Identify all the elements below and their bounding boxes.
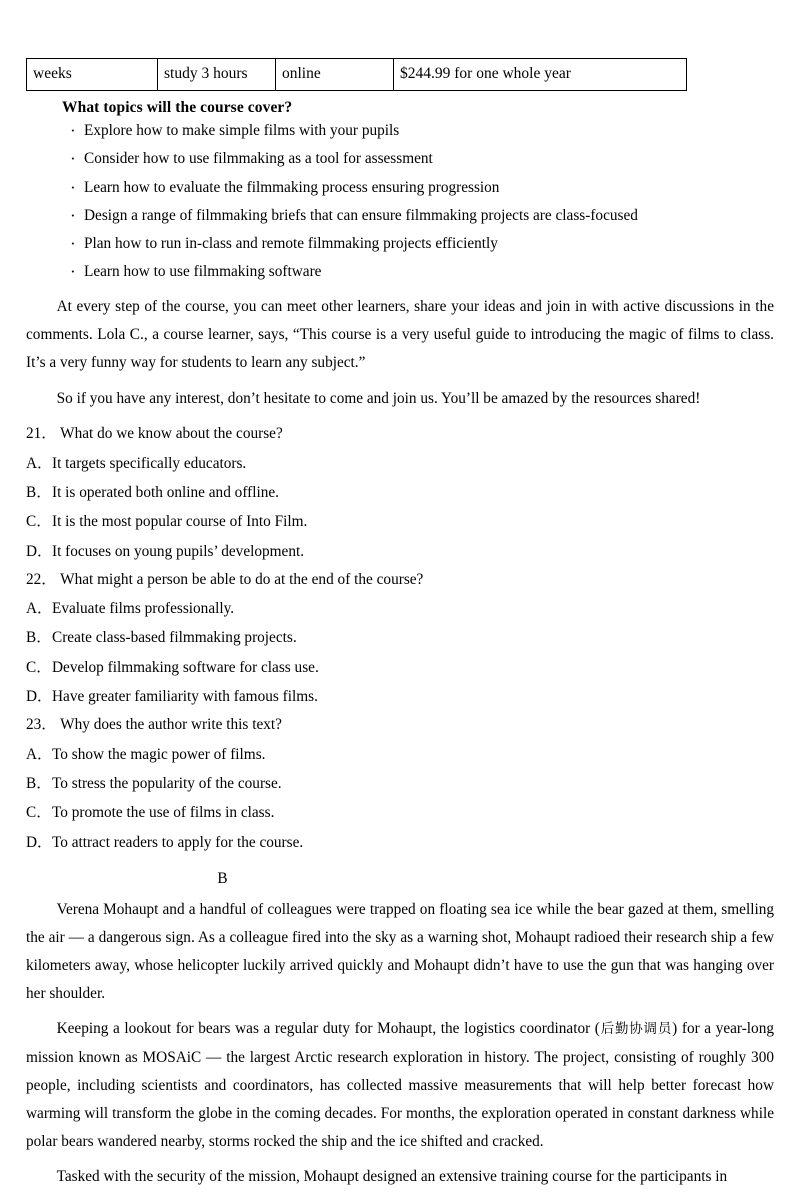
option-text: Have greater familiarity with famous films. bbox=[52, 688, 318, 706]
list-item: · Learn how to evaluate the filmmaking process ensuring progression bbox=[26, 180, 774, 195]
option-text: It focuses on young pupils’ development. bbox=[52, 542, 305, 560]
question-22 bbox=[26, 572, 774, 587]
option-label: B． bbox=[26, 483, 52, 501]
question-23-option-d[interactable] bbox=[26, 835, 774, 850]
paragraph-join: So if you have any interest, don’t hesitate to come and join us. You’ll be amazed by the resources shared! bbox=[56, 390, 701, 408]
question-23-number: 23． bbox=[26, 716, 57, 734]
option-text: Develop filmmaking software for class use. bbox=[52, 658, 319, 676]
option-label: B． bbox=[26, 629, 52, 647]
option-text: To promote the use of films in class. bbox=[52, 804, 275, 822]
list-item: · Learn how to use filmmaking software bbox=[26, 264, 774, 279]
question-21-option-c[interactable] bbox=[26, 514, 774, 529]
question-23-option-b[interactable] bbox=[26, 776, 774, 791]
table-cell-duration: weeks bbox=[27, 59, 158, 91]
option-text: It targets specifically educators. bbox=[52, 454, 247, 472]
question-21 bbox=[26, 426, 774, 441]
table-row bbox=[27, 59, 687, 91]
question-23-option-c[interactable] bbox=[26, 805, 774, 820]
question-21-option-d[interactable] bbox=[26, 544, 774, 559]
option-text: It is the most popular course of Into Film. bbox=[52, 513, 308, 531]
option-label: D． bbox=[26, 688, 53, 706]
question-21-number: 21． bbox=[26, 425, 57, 443]
option-label: B． bbox=[26, 774, 52, 792]
passage-paragraph-1: Verena Mohaupt and a handful of colleagues were trapped on floating sea ice while the bear gazed at them, smelling the air — a dangerous sign. As a colleague fired into the sky as a warning shot, Mohaupt radioed their research ship a few kilometers away, whose helicopter luckily arrived quickly and Mohaupt didn’t have to use the gun that was hanging over her shoulder. bbox=[26, 900, 774, 1003]
passage-paragraph-3: Tasked with the security of the mission, Mohaupt designed an extensive training course for the participants in bbox=[56, 1168, 728, 1186]
question-23 bbox=[26, 717, 774, 732]
option-text: Evaluate films professionally. bbox=[52, 600, 235, 618]
question-22-option-b[interactable] bbox=[26, 630, 774, 645]
question-21-option-a[interactable] bbox=[26, 456, 774, 471]
section-heading: What topics will the course cover? bbox=[62, 99, 293, 116]
page-content bbox=[26, 58, 774, 1191]
passage-paragraph-2 bbox=[26, 1015, 774, 1156]
option-label: C． bbox=[26, 513, 52, 531]
option-text: To stress the popularity of the course. bbox=[52, 774, 282, 792]
paragraph-learners: At every step of the course, you can meet other learners, share your ideas and join in with active discussions in the comments. Lola C., a course learner, says, “This course is a very useful guide to introducing the magic of films to class. It’s a very funny way for students to learn any subject.” bbox=[26, 297, 774, 372]
option-text: It is operated both online and offline. bbox=[52, 483, 279, 501]
option-label: A． bbox=[26, 600, 53, 618]
section-letter-b: B bbox=[217, 869, 228, 887]
option-text: To show the magic power of films. bbox=[52, 745, 266, 763]
table-cell-mode: online bbox=[276, 59, 394, 91]
option-label: C． bbox=[26, 804, 52, 822]
list-item: · Consider how to use filmmaking as a tool for assessment bbox=[26, 151, 774, 166]
list-item: · Design a range of filmmaking briefs that can ensure filmmaking projects are class-focused bbox=[26, 208, 774, 223]
option-label: A． bbox=[26, 454, 53, 472]
question-22-text: What might a person be able to do at the end of the course? bbox=[60, 570, 424, 588]
table-cell-study: study 3 hours bbox=[158, 59, 276, 91]
topics-list bbox=[26, 123, 774, 280]
list-item: · Explore how to make simple films with your pupils bbox=[26, 123, 774, 138]
question-21-option-b[interactable] bbox=[26, 485, 774, 500]
question-22-option-a[interactable] bbox=[26, 601, 774, 616]
question-22-number: 22． bbox=[26, 570, 57, 588]
option-label: A． bbox=[26, 745, 53, 763]
passage-p2-gloss: 后勤协调员 bbox=[599, 1021, 673, 1038]
question-23-option-a[interactable] bbox=[26, 747, 774, 762]
question-22-option-d[interactable] bbox=[26, 689, 774, 704]
passage-p2-part2: ) for a year-long mission known as MOSAiC — the largest Arctic research exploration in history. The project, consisting of roughly 300 people, including scientists and coordinators, has collected massive measurements that will help better forecast how warming will transform the globe in the coming decades. For months, the exploration operated in constant darkness while polar bears wandered nearby, storms rocked the ship and the ice shifted and cracked. bbox=[26, 1020, 775, 1150]
option-text: To attract readers to apply for the course. bbox=[52, 833, 304, 851]
list-item: · Plan how to run in-class and remote filmmaking projects efficiently bbox=[26, 236, 774, 251]
option-text: Create class-based filmmaking projects. bbox=[52, 629, 297, 647]
option-label: D． bbox=[26, 542, 53, 560]
passage-p2-part1: Keeping a lookout for bears was a regular duty for Mohaupt, the logistics coordinator ( bbox=[56, 1020, 600, 1038]
option-label: C． bbox=[26, 658, 52, 676]
table-cell-price: $244.99 for one whole year bbox=[394, 59, 687, 91]
question-22-option-c[interactable] bbox=[26, 660, 774, 675]
question-21-text: What do we know about the course? bbox=[60, 425, 283, 443]
option-label: D． bbox=[26, 833, 53, 851]
question-23-text: Why does the author write this text? bbox=[60, 716, 282, 734]
course-info-table bbox=[26, 58, 687, 91]
